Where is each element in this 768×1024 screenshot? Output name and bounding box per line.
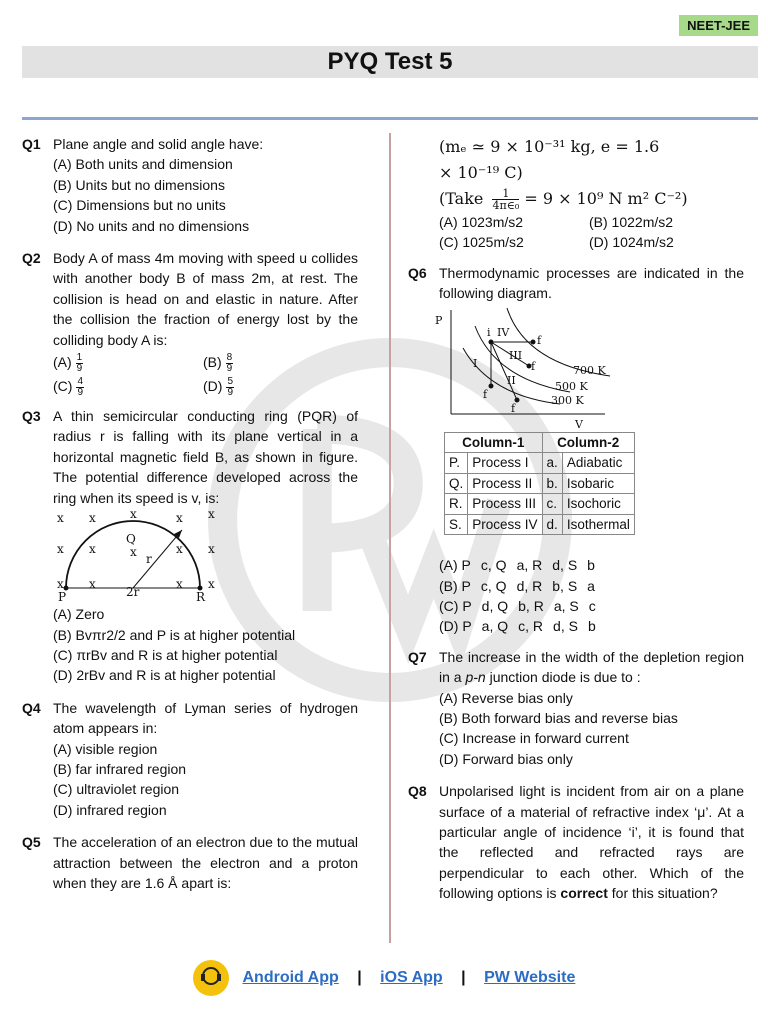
- column-divider: [389, 133, 391, 943]
- question-7: [408, 647, 744, 769]
- given-constant-line: (Take $\frac{1}{\text{4π∈₀}}$ = 9 × 10⁹ N m² C⁻²): [439, 187, 688, 212]
- option-a[interactable]: (A) Both units and dimension: [53, 156, 233, 173]
- option-c[interactable]: (C) Increase in forward current: [439, 730, 629, 747]
- question-text: The wavelength of Lyman series of hydrogen atom appears in:: [53, 699, 358, 737]
- question-number: Q3: [22, 408, 41, 425]
- option-a[interactable]: (A) 1023m/s2: [439, 214, 524, 230]
- svg-text:x: x: [89, 511, 96, 526]
- option-c[interactable]: (C) 1025m/s2: [439, 234, 524, 251]
- question-5-continued: [439, 134, 744, 253]
- option-b[interactable]: (B) $\frac{8}{9}$: [203, 351, 233, 374]
- option-d[interactable]: (D) 1024m/s2: [589, 234, 674, 251]
- svg-text:x: x: [57, 511, 64, 526]
- pv-diagram: [435, 304, 735, 430]
- svg-text:x: x: [176, 542, 183, 557]
- match-table: [444, 432, 635, 536]
- svg-text:x: x: [176, 511, 183, 526]
- question-6-options: [439, 555, 744, 637]
- question-text: Plane angle and solid angle have:: [53, 136, 264, 152]
- svg-text:x: x: [208, 542, 215, 557]
- table-row: S. Process IV d. Isothermal: [445, 514, 635, 535]
- svg-text:500 K: 500 K: [555, 379, 588, 393]
- svg-text:IV: IV: [497, 325, 510, 339]
- table-row: R. Process III c. Isochoric: [445, 494, 635, 515]
- svg-text:P: P: [58, 590, 67, 605]
- question-2: [22, 248, 358, 398]
- option-a[interactable]: (A) $\frac{1}{9}$: [53, 351, 83, 374]
- option-d[interactable]: (D) infrared region: [53, 801, 167, 818]
- option-d[interactable]: (D) P a, Q c, R d, S b: [439, 618, 596, 635]
- question-4: [22, 698, 358, 820]
- question-6: [408, 263, 744, 430]
- ios-app-link[interactable]: iOS App: [380, 969, 443, 987]
- svg-text:x: x: [208, 508, 215, 522]
- table-row: P. Process I a. Adiabatic: [445, 453, 635, 474]
- question-text: Body A of mass 4m moving with speed u collides with another body B of mass 2m, at rest. The collision is head on and elastic in nature. After the collision the fraction of energy lost by the colliding body A is:: [53, 250, 358, 348]
- option-b[interactable]: (B) P c, Q d, R b, S a: [439, 577, 595, 594]
- svg-text:f: f: [483, 387, 488, 401]
- question-1: [22, 134, 358, 236]
- option-c[interactable]: (C) πrBv and R is at higher potential: [53, 646, 278, 663]
- right-column: [408, 134, 744, 916]
- question-number: Q7: [408, 648, 427, 665]
- question-number: Q1: [22, 136, 41, 152]
- svg-text:x: x: [176, 577, 183, 592]
- customer-service-logo: [193, 960, 229, 996]
- option-c[interactable]: (C) P d, Q b, R a, S c: [439, 597, 596, 614]
- question-text: A thin semicircular conducting ring (PQR) of radius r is falling with its plane vertical in a horizontal magnetic field B, as shown in figure. The potential difference developed across the ring when its speed is v, is:: [53, 408, 358, 506]
- footer-links: Android App | iOS App | PW Website: [0, 960, 768, 996]
- option-b[interactable]: (B) Units but no dimensions: [53, 176, 225, 193]
- option-b[interactable]: (B) 1022m/s2: [589, 214, 674, 230]
- question-3: [22, 406, 358, 686]
- question-8: [408, 781, 744, 903]
- question-number: Q5: [22, 834, 41, 851]
- option-d[interactable]: (D) Forward bias only: [439, 750, 573, 767]
- question-text: The acceleration of an electron due to the mutual attraction between the electron and a proton when they are 1.6 Å apart is:: [53, 834, 358, 891]
- option-a[interactable]: (A) Zero: [53, 606, 105, 623]
- semicircular-ring-figure: [22, 508, 358, 604]
- option-b[interactable]: (B) far infrared region: [53, 760, 187, 777]
- question-5: [22, 832, 358, 893]
- option-d[interactable]: (D) $\frac{5}{9}$: [203, 375, 233, 398]
- svg-text:x: x: [89, 542, 96, 557]
- given-values-line-1: (mₑ ≃ 9 × 10⁻³¹ kg, e = 1.6: [439, 137, 660, 156]
- option-c[interactable]: (C) Dimensions but no units: [53, 197, 226, 214]
- svg-text:i: i: [487, 325, 491, 339]
- option-c[interactable]: (C) ultraviolet region: [53, 781, 180, 798]
- option-d[interactable]: (D) 2rBv and R is at higher potential: [53, 667, 276, 684]
- svg-text:x: x: [130, 508, 137, 522]
- question-text: Thermodynamic processes are indicated in the following diagram.: [439, 264, 744, 302]
- svg-text:r: r: [146, 552, 152, 567]
- option-d[interactable]: (D) No units and no dimensions: [53, 217, 250, 234]
- svg-text:x: x: [57, 577, 64, 592]
- question-number: Q6: [408, 264, 427, 281]
- question-number: Q8: [408, 783, 427, 800]
- svg-text:300 K: 300 K: [551, 393, 584, 407]
- svg-text:2r: 2r: [126, 585, 140, 600]
- option-a[interactable]: (A) Reverse bias only: [439, 689, 573, 706]
- left-column: [22, 134, 358, 905]
- question-text: The increase in the width of the depletion region in a p-n junction diode is due to :: [439, 648, 744, 686]
- question-text: Unpolarised light is incident from air on a plane surface of a material of refractive index ‘μ’. At a particular angle of incidence ‘i’, it is found that the reflected and refracted rays are perpendicular to each other. Which of the following options is correct for this situation?: [439, 783, 744, 902]
- svg-text:f: f: [537, 333, 542, 347]
- svg-text:R: R: [196, 590, 206, 605]
- option-b[interactable]: (B) Both forward bias and reverse bias: [439, 709, 678, 726]
- table-row: Q. Process II b. Isobaric: [445, 473, 635, 494]
- page-title: PYQ Test 5: [22, 46, 758, 78]
- svg-text:II: II: [507, 373, 516, 387]
- svg-text:P: P: [435, 313, 443, 327]
- svg-text:x: x: [130, 545, 137, 560]
- svg-text:f: f: [511, 401, 516, 415]
- svg-text:x: x: [89, 577, 96, 592]
- table-header: Column-1: [445, 432, 543, 453]
- option-a[interactable]: (A) visible region: [53, 740, 158, 757]
- svg-text:III: III: [509, 348, 523, 362]
- svg-text:Q: Q: [126, 532, 136, 547]
- option-a[interactable]: (A) P c, Q a, R d, S b: [439, 557, 595, 574]
- question-number: Q4: [22, 699, 41, 716]
- option-b[interactable]: (B) Bvπr2/2 and P is at higher potential: [53, 626, 296, 643]
- svg-text:x: x: [208, 577, 215, 592]
- svg-text:x: x: [57, 542, 64, 557]
- table-header: Column-2: [542, 432, 634, 453]
- svg-text:V: V: [575, 417, 583, 430]
- svg-text:I: I: [473, 356, 478, 370]
- given-values-line-2: × 10⁻¹⁹ C): [439, 163, 523, 182]
- svg-text:700 K: 700 K: [573, 363, 606, 377]
- option-c[interactable]: (C) $\frac{4}{9}$: [53, 375, 83, 398]
- exam-badge: NEET-JEE: [679, 15, 758, 36]
- svg-text:f: f: [531, 359, 536, 373]
- pw-website-link[interactable]: PW Website: [484, 969, 576, 987]
- android-app-link[interactable]: Android App: [242, 969, 339, 987]
- header-rule: [22, 117, 758, 120]
- question-number: Q2: [22, 250, 41, 267]
